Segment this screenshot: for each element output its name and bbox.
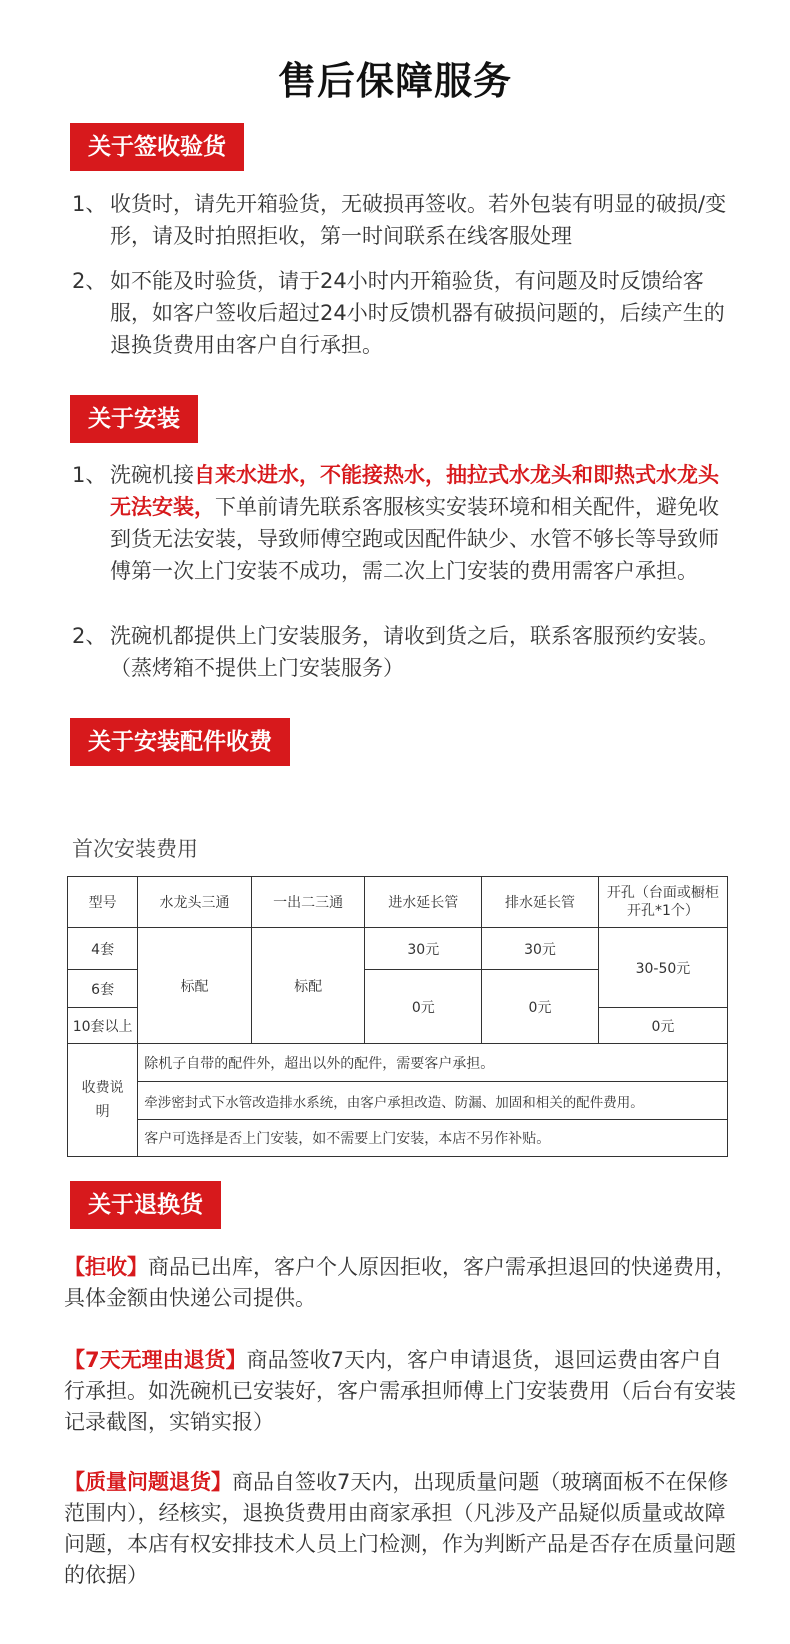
table-header-cell: 型号	[68, 877, 138, 928]
policy-tag: 【拒收】	[64, 1255, 148, 1279]
item-text: 洗碗机都提供上门安装服务，请收到货之后，联系客服预约安装。（蒸烤箱不提供上门安装服务）	[110, 624, 719, 680]
hole-free-cell: 0元	[598, 1008, 727, 1044]
table-header-cell: 水龙头三通	[138, 877, 252, 928]
install-fee-table	[67, 876, 728, 1157]
item-text-prefix: 洗碗机接	[110, 463, 194, 487]
drain-free-cell: 0元	[482, 970, 599, 1044]
item-text	[110, 459, 732, 587]
notes-label-cell: 收费说明	[68, 1044, 138, 1157]
fee-table-caption: 首次安装费用	[72, 837, 198, 861]
note-cell: 客户可选择是否上门安装，如不需要上门安装，本店不另作补贴。	[138, 1120, 728, 1157]
item-text-highlight: 自来水进水，不能接热水，抽拉式水龙头和即热式水龙头无法安装，	[110, 463, 719, 519]
item-number: 1、	[72, 192, 107, 216]
policy-tag: 【质量问题退货】	[64, 1470, 232, 1494]
split-tee-cell: 标配	[251, 928, 365, 1044]
install-item-2	[72, 620, 732, 684]
policy-text: 商品已出库，客户个人原因拒收，客户需承担退回的快递费用，具体金额由快递公司提供。	[64, 1255, 736, 1310]
item-text: 收货时，请先开箱验货，无破损再签收。若外包装有明显的破损/变形，请及时拍照拒收，第一时间联系在线客服处理	[110, 192, 727, 248]
page-title: 售后保障服务	[277, 59, 512, 103]
drain-fee-cell: 30元	[482, 928, 599, 970]
item-number: 2、	[72, 269, 107, 293]
note-cell: 牵涉密封式下水管改造排水系统，由客户承担改造、防漏、加固和相关的配件费用。	[138, 1082, 728, 1120]
faucet-tee-cell: 标配	[138, 928, 252, 1044]
return-policy-7day	[64, 1345, 740, 1438]
section-heading-returns: 关于退换货	[70, 1181, 221, 1229]
model-cell: 10套以上	[68, 1008, 138, 1044]
item-text-rest: 下单前请先联系客服核实安装环境和相关配件，避免收到货无法安装，导致师傅空跑或因配件缺少、水管不够长等导致师傅第一次上门安装不成功，需二次上门安装的费用需客户承担。	[110, 495, 719, 583]
receipt-item-1	[72, 188, 732, 252]
policy-text: 商品签收7天内，客户申请退货，退回运费由客户自行承担。如洗碗机已安装好，客户需承担师傅上门安装费用（后台有安装记录截图，实销实报）	[64, 1348, 736, 1434]
table-header-cell: 进水延长管	[365, 877, 482, 928]
section-heading-fees: 关于安装配件收费	[70, 718, 290, 766]
return-policy-refuse	[64, 1252, 740, 1314]
section-heading-install: 关于安装	[70, 395, 198, 443]
item-text: 如不能及时验货，请于24小时内开箱验货，有问题及时反馈给客服，如客户签收后超过24小时反馈机器有破损问题的，后续产生的退换货费用由客户自行承担。	[110, 269, 725, 357]
table-header-row	[68, 877, 728, 928]
table-row	[68, 1044, 728, 1082]
table-row	[68, 928, 728, 970]
table-row	[68, 1082, 728, 1120]
receipt-item-2	[72, 265, 732, 361]
policy-tag: 【7天无理由退货】	[64, 1348, 247, 1372]
table-header-cell: 开孔（台面或橱柜开孔*1个）	[598, 877, 727, 928]
note-cell: 除机子自带的配件外，超出以外的配件，需要客户承担。	[138, 1044, 728, 1082]
hole-fee-cell: 30-50元	[598, 928, 727, 1008]
model-cell: 6套	[68, 970, 138, 1008]
item-number: 1、	[72, 463, 107, 487]
inlet-free-cell: 0元	[365, 970, 482, 1044]
table-row	[68, 1120, 728, 1157]
table-header-cell: 排水延长管	[482, 877, 599, 928]
inlet-fee-cell: 30元	[365, 928, 482, 970]
table-header-cell: 一出二三通	[251, 877, 365, 928]
policy-text: 商品自签收7天内，出现质量问题（玻璃面板不在保修范围内），经核实，退换货费用由商家承担（凡涉及产品疑似质量或故障问题，本店有权安排技术人员上门检测，作为判断产品是否存在质量问题的依据）	[64, 1470, 736, 1587]
section-heading-receipt: 关于签收验货	[70, 123, 244, 171]
install-item-1	[72, 459, 732, 587]
return-policy-quality	[64, 1467, 740, 1591]
item-number: 2、	[72, 624, 107, 648]
model-cell: 4套	[68, 928, 138, 970]
